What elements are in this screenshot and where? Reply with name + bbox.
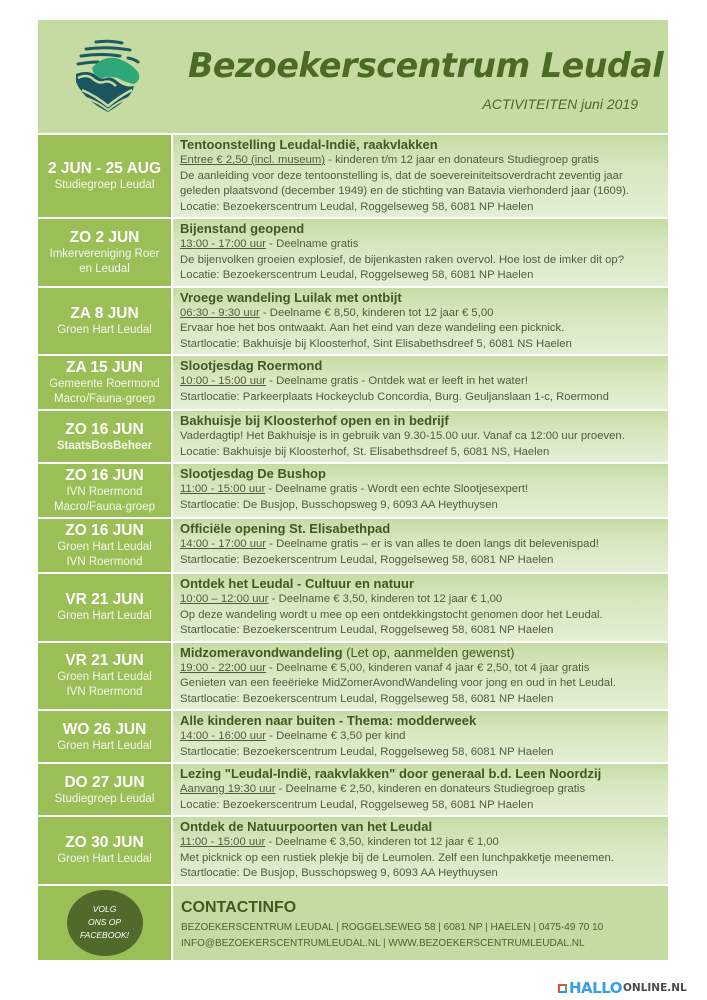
event-time: Entree € 2,50 (incl. museum)	[180, 154, 326, 166]
event-price: - Deelname € 2,50, kinderen en donateurs Studiegroep gratis	[275, 783, 586, 795]
event-row	[38, 409, 668, 462]
event-row	[38, 641, 668, 710]
event-price: - Deelname € 8,50, kinderen tot 12 jaar € 5,00	[259, 306, 494, 319]
event-price: - Deelname € 3,50 per kind	[266, 730, 406, 742]
event-date-cell	[38, 817, 173, 884]
facebook-text-line: ONS OP	[87, 917, 122, 927]
event-date: WO 26 JUN	[62, 720, 147, 738]
event-title-text: Slootjesdag De Bushop	[180, 466, 326, 481]
event-title	[180, 765, 662, 782]
event-price: - Deelname € 3,50, kinderen tot 12 jaar € 1,00	[265, 836, 499, 848]
event-organizer: Groen Hart Leudal	[57, 671, 152, 684]
event-price: Vaderdagtip! Het Bakhuisje is in gebruik van 9.30-15.00 uur. Vanaf ca 12:00 uur proeven.	[180, 430, 625, 442]
event-row	[38, 133, 668, 217]
event-description-line: Genieten van een feeërieke MidZomerAvondWandeling voor jong en oud in het Leudal.	[180, 677, 616, 689]
event-title	[180, 520, 662, 537]
event-time-price	[180, 782, 662, 798]
event-time-price	[180, 592, 662, 608]
event-title-text: Slootjesdag Roermond	[180, 358, 323, 373]
event-title	[180, 712, 662, 729]
poster-header	[38, 20, 668, 133]
event-description-line: geleden plaatsvond (december 1949) en de stichting van Batavia vierhonderd jaar (1609).	[180, 185, 630, 197]
event-description-line: Locatie: Bezoekerscentrum Leudal, Roggelseweg 58, 6081 NP Haelen	[180, 269, 534, 281]
event-organizer: Macro/Fauna-groep	[54, 393, 155, 405]
event-time: 11:00 - 15:00 uur	[180, 836, 266, 848]
event-details-cell	[173, 574, 668, 641]
leudal-leaf-logo-icon	[72, 38, 144, 114]
event-description-line: Startlocatie: De Busjop, Busschopsweg 9, 6093 AA Heythuysen	[180, 498, 498, 511]
contact-title: CONTACTINFO	[181, 898, 297, 916]
event-date-cell	[38, 356, 173, 409]
event-description-line: Op deze wandeling wordt u mee op een ontdekkingstocht genomen door het Leudal.	[180, 608, 603, 621]
event-date: ZO 2 JUN	[69, 228, 140, 246]
event-time: 14:00 - 17:00 uur	[180, 538, 267, 550]
event-time-price	[180, 482, 662, 498]
event-title-text: Tentoonstelling Leudal-Indië, raakvlakken	[180, 137, 438, 152]
contact-address: BEZOEKERSCENTRUM LEUDAL | ROGGELSEWEG 58 | 6081 NP | HAELEN | 0475-49 70 10	[181, 921, 604, 933]
event-title-text: Midzomeravondwandeling	[180, 644, 343, 660]
event-details-cell	[173, 356, 668, 409]
event-date-cell	[38, 711, 173, 762]
event-price: - Deelname gratis - Wordt een echte Slootjesexpert!	[265, 483, 529, 495]
event-row	[38, 462, 668, 517]
event-title-text: Ontdek het Leudal - Cultuur en natuur	[180, 576, 414, 591]
event-price: - Deelname € 3,50, kinderen tot 12 jaar € 1,00	[268, 593, 503, 605]
event-time-price	[180, 374, 662, 390]
event-time: Aanvang 19:30 uur	[180, 783, 276, 795]
event-description-line: Startlocatie: Parkeerplaats Hockeyclub Concordia, Burg. Geuljanslaan 1-c, Roermond	[180, 390, 609, 403]
event-row	[38, 517, 668, 572]
event-title-text: Alle kinderen naar buiten - Thema: modderweek	[180, 713, 477, 728]
facebook-text-line: FACEBOOK!	[80, 930, 129, 940]
event-description-line: Met picknick op een rustiek plekje bij de Leumolen. Zelf een lunchpakketje meenemen.	[180, 851, 614, 864]
event-date-cell	[38, 643, 173, 710]
contact-row	[38, 884, 668, 960]
event-time-price	[180, 237, 662, 253]
event-row	[38, 354, 668, 409]
event-organizer: IVN Roermond	[66, 486, 143, 498]
event-time: 19:00 - 22:00 uur	[180, 661, 267, 674]
event-organizer: Groen Hart Leudal	[57, 323, 152, 336]
event-time: 13:00 - 17:00 uur	[180, 238, 267, 250]
event-date: ZO 16 JUN	[65, 522, 144, 539]
contact-info-cell	[173, 886, 668, 960]
event-title-text: Vroege wandeling Luilak met ontbijt	[180, 289, 402, 305]
event-row	[38, 572, 668, 641]
hallo-logo-icon	[558, 984, 567, 993]
event-title	[180, 220, 662, 237]
watermark-hallo: HALLO	[569, 979, 622, 997]
event-price: - kinderen t/m 12 jaar en donateurs Studiegroep gratis	[325, 154, 599, 166]
event-organizer: Studiegroep Leudal	[54, 179, 155, 191]
event-organizer: Studiegroep Leudal	[54, 792, 155, 805]
event-title-text: Officiële opening St. Elisabethpad	[180, 521, 391, 536]
event-row	[38, 286, 668, 355]
event-description-line: De aanleiding voor deze tentoonstelling is, dat de soevereiniteitsoverdracht zeventig jaar	[180, 169, 623, 182]
event-date: ZA 8 JUN	[70, 304, 139, 322]
event-details-cell	[173, 711, 668, 762]
event-time-price	[180, 661, 662, 677]
event-organizer: Groen Hart Leudal	[57, 739, 152, 752]
event-time-price	[180, 429, 662, 445]
event-date: ZO 16 JUN	[65, 467, 144, 484]
event-date-cell	[38, 574, 173, 641]
event-organizer: StaatsBosBeheer	[56, 439, 153, 452]
event-organizer: Imkervereniging Roer	[49, 247, 160, 260]
event-details-cell	[173, 764, 668, 815]
event-time: 10:00 – 12:00 uur	[180, 593, 269, 605]
event-title-text: Ontdek de Natuurpoorten van het Leudal	[180, 819, 433, 834]
watermark-online: ONLINE.NL	[623, 982, 687, 994]
event-description-line: Startlocatie: Bezoekerscentrum Leudal, Roggelseweg 58, 6081 NP Haelen	[180, 692, 554, 705]
facebook-follow-badge[interactable]	[67, 890, 143, 956]
activity-poster	[38, 20, 668, 961]
event-organizer: en Leudal	[79, 262, 130, 275]
event-date: 2 JUN - 25 AUG	[47, 160, 162, 177]
event-title	[180, 465, 662, 482]
event-price: - Deelname gratis - Ontdek wat er leeft in het water!	[266, 375, 528, 387]
event-price: - Deelname gratis – er is van alles te doen langs dit belevenispad!	[266, 538, 599, 550]
event-price: - Deelname gratis	[266, 238, 359, 250]
event-details-cell	[173, 464, 668, 517]
event-date-cell	[38, 219, 173, 286]
event-details-cell	[173, 643, 668, 710]
event-description-line: Locatie: Bakhuisje bij Kloosterhof, St. Elisabethsdreef 5, 6081 NS, Haelen	[180, 445, 550, 458]
event-title-text: Lezing "Leudal-Indië, raakvlakken" door generaal b.d. Leen Noordzij	[180, 766, 602, 781]
event-date: VR 21 JUN	[65, 652, 144, 670]
event-time: 10:00 - 15:00 uur	[180, 375, 267, 387]
event-date: ZO 30 JUN	[65, 834, 144, 852]
event-organizer: Groen Hart Leudal	[57, 610, 152, 623]
event-date-cell	[38, 464, 173, 517]
event-details-cell	[173, 219, 668, 286]
event-description-line: Ervaar hoe het bos ontwaakt. Aan het eind van deze wandeling een picknick.	[180, 322, 565, 334]
event-organizer: IVN Roermond	[66, 686, 143, 699]
event-title	[180, 818, 662, 835]
event-date: ZO 16 JUN	[65, 420, 144, 438]
event-time-price	[180, 729, 662, 745]
event-time-price	[180, 537, 662, 553]
event-organizer: Groen Hart Leudal	[57, 853, 152, 866]
event-date: VR 21 JUN	[65, 591, 144, 609]
event-details-cell	[173, 288, 668, 355]
event-title-text: Bakhuisje bij Kloosterhof open en in bedrijf	[180, 413, 449, 428]
event-title	[180, 289, 662, 306]
event-description-line: Locatie: Bezoekerscentrum Leudal, Roggelseweg 58, 6081 NP Haelen	[180, 798, 534, 811]
event-time-price	[180, 835, 662, 851]
event-organizer: Macro/Fauna-groep	[54, 501, 155, 513]
event-organizer: Groen Hart Leudal	[57, 541, 152, 553]
event-row	[38, 709, 668, 762]
event-organizer: Gemeente Roermond	[49, 378, 160, 390]
event-time-price	[180, 153, 662, 169]
event-details-cell	[173, 411, 668, 462]
event-date-cell	[38, 411, 173, 462]
event-title	[180, 644, 662, 661]
event-title-text: Bijenstand geopend	[180, 221, 305, 236]
event-row	[38, 815, 668, 884]
event-time: 06:30 - 9:30 uur	[180, 306, 260, 319]
event-date-cell	[38, 135, 173, 217]
event-description-line: Startlocatie: Bakhuisje bij Kloosterhof, Sint Elisabethsdreef 5, 6081 NS Haelen	[180, 337, 572, 350]
event-time-price	[180, 306, 662, 322]
event-title-note: (Let op, aanmelden gewenst)	[342, 644, 515, 660]
event-description-line: Locatie: Bezoekerscentrum Leudal, Roggelseweg 58, 6081 NP Haelen	[180, 200, 534, 213]
facebook-cell	[38, 886, 173, 960]
event-list	[38, 133, 668, 960]
event-organizer: IVN Roermond	[66, 556, 143, 568]
event-title	[180, 136, 662, 153]
event-price: - Deelname € 5,00, kinderen vanaf 4 jaar € 2,50, tot 4 jaar gratis	[266, 661, 590, 674]
event-title	[180, 357, 662, 374]
event-details-cell	[173, 519, 668, 572]
event-title	[180, 412, 662, 429]
event-date-cell	[38, 288, 173, 355]
event-time: 14:00 - 16:00 uur	[180, 730, 267, 742]
event-time: 11:00 - 15:00 uur	[180, 483, 266, 495]
event-row	[38, 762, 668, 815]
event-title	[180, 575, 662, 592]
contact-email-website[interactable]: INFO@BEZOEKERSCENTRUMLEUDAL.NL | WWW.BEZOEKERSCENTRUMLEUDAL.NL	[181, 937, 585, 949]
event-description-line: Startlocatie: De Busjop, Busschopsweg 9, 6093 AA Heythuysen	[180, 867, 498, 879]
event-date: DO 27 JUN	[64, 773, 145, 791]
page-subtitle: ACTIVITEITEN juni 2019	[482, 96, 638, 112]
event-details-cell	[173, 135, 668, 217]
event-date-cell	[38, 764, 173, 815]
event-details-cell	[173, 817, 668, 884]
event-description-line: De bijenvolken groeien explosief, de bijenkasten raken overvol. Hoe lost de imker dit op?	[180, 253, 624, 266]
event-description-line: Startlocatie: Bezoekerscentrum Leudal, Roggelseweg 58, 6081 NP Haelen	[180, 624, 554, 636]
event-description-line: Startlocatie: Bezoekerscentrum Leudal, Roggelseweg 58, 6081 NP Haelen	[180, 553, 554, 566]
facebook-text-line: VOLG	[92, 904, 117, 914]
event-row	[38, 217, 668, 286]
hallo-online-watermark	[558, 980, 687, 996]
event-description-line: Startlocatie: Bezoekerscentrum Leudal, Roggelseweg 58, 6081 NP Haelen	[180, 745, 554, 758]
page-title: Bezoekerscentrum Leudal	[188, 46, 664, 86]
event-date-cell	[38, 519, 173, 572]
event-date: ZA 15 JUN	[66, 359, 143, 376]
